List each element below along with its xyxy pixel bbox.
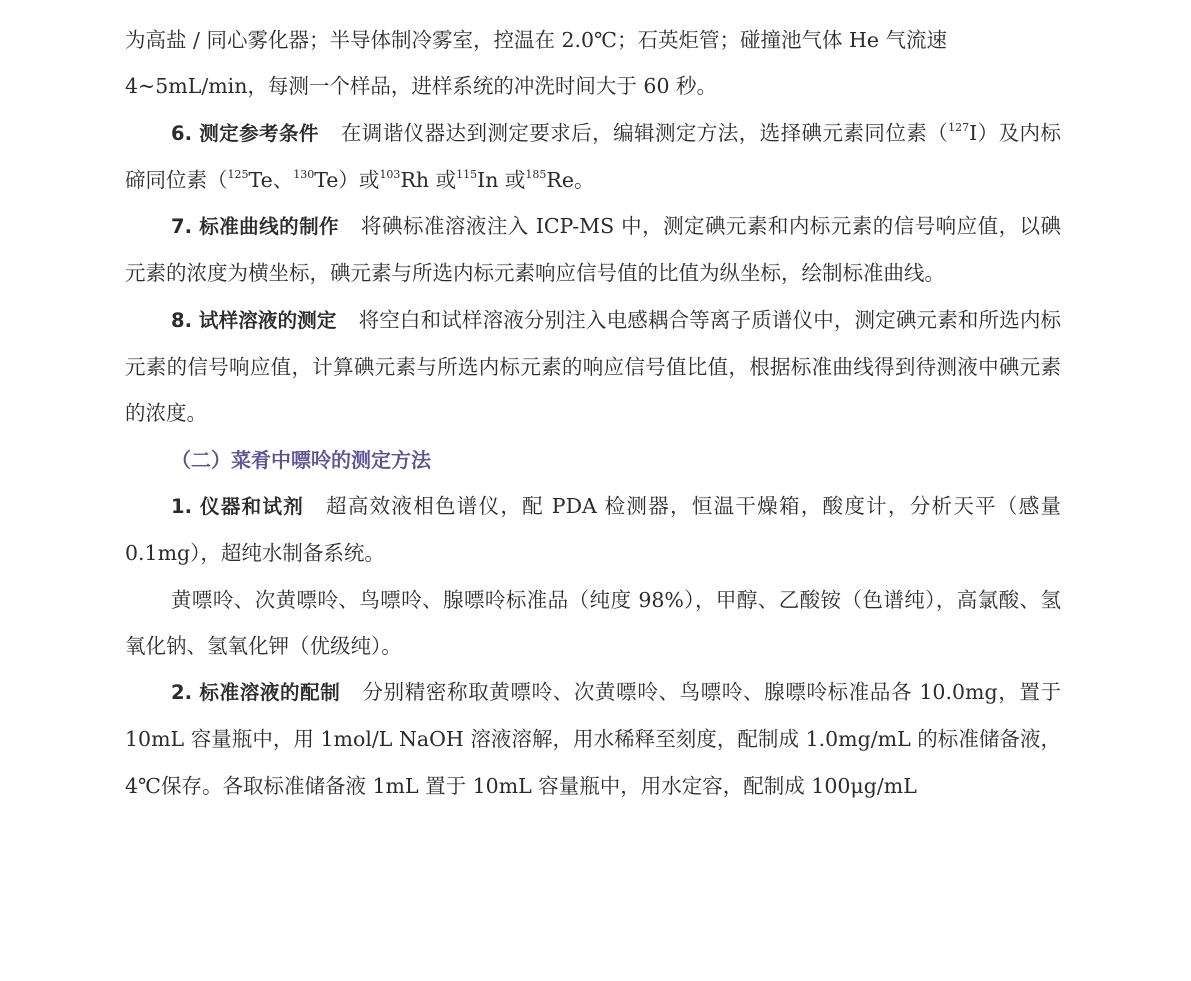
document-page [125,17,1061,809]
paragraph-text: I）及内标碲同位素（ [125,120,1062,192]
paragraph-text: Rh 或 [400,167,457,192]
paragraph-text: 黄嘌呤、次黄嘌呤、鸟嘌呤、腺嘌呤标准品（纯度 98%），甲醇、乙酸铵（色谱纯），高氯酸、氢氧化钠、氢氧化钾（优级纯）。 [125,587,1061,658]
isotope-mass-number: 130 [293,167,315,181]
paragraph-standard-curve [125,203,1061,297]
item-title: 6. 测定参考条件 [171,121,319,145]
paragraph-text: Te）或 [314,167,380,192]
paragraph-text: 将空白和试样溶液分别注入电感耦合等离子质谱仪中，测定碘元素和所选内标元素的信号响应值，计算碘元素与所选内标元素的响应信号值比值，根据标准曲线得到待测液中碘元素的浓度。 [125,307,1062,426]
isotope-mass-number: 127 [948,120,970,134]
paragraph-instruments-reagents [125,483,1061,577]
paragraph-text: 分别精密称取黄嘌呤、次黄嘌呤、鸟嘌呤、腺嘌呤标准品各 10.0mg，置于 10mL 容量瓶中，用 1mol/L NaOH 溶液溶解，用水稀释至刻度，配制成 1.0mg/mL 的标准储备液，4℃保存。各取标准储备液 1mL 置于 10mL 容量瓶中，用水定容，配制成 100μg/mL [125,680,1062,798]
item-title: 2. 标准溶液的配制 [171,681,341,705]
isotope-mass-number: 185 [525,167,547,181]
paragraph-line: 4~5mL/min，每测一个样品，进样系统的冲洗时间大于 60 秒。 [125,74,718,99]
paragraph-standards-list [125,577,1061,670]
isotope-mass-number: 115 [456,167,478,181]
paragraph-instrument-conditions [125,17,1061,110]
paragraph-text: Te、 [248,167,294,192]
paragraph-sample-measurement [125,297,1061,437]
item-title: 7. 标准曲线的制作 [171,215,340,239]
isotope-mass-number: 103 [379,167,401,181]
item-title: 8. 试样溶液的测定 [171,308,337,332]
paragraph-text: In 或 [477,167,526,192]
paragraph-line: 为高盐 / 同心雾化器；半导体制冷雾室，控温在 2.0℃；石英炬管；碰撞池气体 He 气流速 [125,28,948,52]
paragraph-text: 超高效液相色谱仪，配 PDA 检测器，恒温干燥箱，酸度计，分析天平（感量 0.1mg），超纯水制备系统。 [125,493,1061,566]
paragraph-standard-solution-preparation [125,669,1061,809]
item-title: 1. 仪器和试剂 [171,494,305,518]
paragraph-text: Re。 [546,167,595,192]
paragraph-text: 在调谐仪器达到测定要求后，编辑测定方法，选择碘元素同位素（ [340,120,949,145]
paragraph-text: 将碘标准溶液注入 ICP-MS 中，测定碘元素和内标元素的信号响应值，以碘元素的浓度为横坐标，碘元素与所选内标元素响应信号值的比值为纵坐标，绘制标准曲线。 [125,214,1062,286]
section-heading: （二）菜肴中嘌呤的测定方法 [171,447,431,472]
isotope-mass-number: 125 [227,167,249,181]
paragraph-reference-conditions [125,110,1061,204]
